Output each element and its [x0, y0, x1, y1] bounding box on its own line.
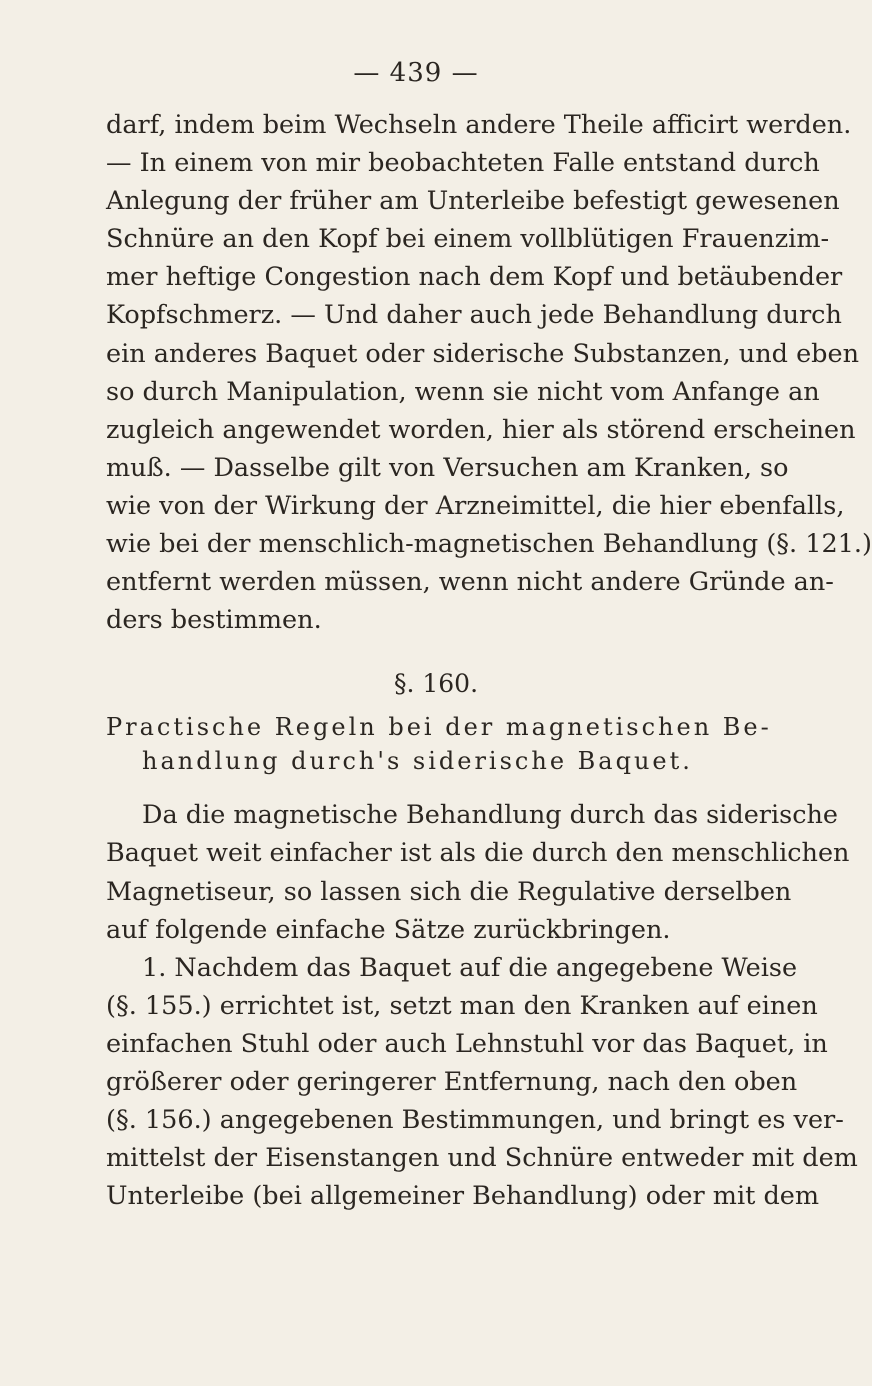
section-number: §. 160. — [393, 669, 479, 699]
text-line: (§. 156.) angegebenen Bestimmungen, und bringt es ver- — [106, 1105, 844, 1136]
text-line: wie bei der menschlich-magnetischen Behandlung (§. 121.) — [106, 529, 872, 560]
section-heading-line-1: Practische Regeln bei der magnetischen Be- — [106, 713, 772, 742]
text-line: entfernt werden müssen, wenn nicht andere Gründe an- — [106, 567, 834, 598]
text-line: mer heftige Congestion nach dem Kopf und betäubender — [106, 262, 843, 293]
text-line: ein anderes Baquet oder siderische Substanzen, und eben — [106, 338, 860, 369]
text-line: auf folgende einfache Sätze zurückbringen. — [106, 914, 671, 945]
text-line: muß. — Dasselbe gilt von Versuchen am Kranken, so — [106, 452, 789, 483]
text-line: größerer oder geringerer Entfernung, nach den oben — [106, 1066, 798, 1097]
text-line: — In einem von mir beobachteten Falle entstand durch — [106, 148, 820, 179]
text-line: Anlegung der früher am Unterleibe befestigt gewesenen — [106, 186, 840, 217]
text-line: einfachen Stuhl oder auch Lehnstuhl vor das Baquet, in — [106, 1028, 828, 1059]
paragraph-1 — [106, 106, 872, 639]
paragraph-3 — [106, 949, 858, 1216]
text-line: ders bestimmen. — [106, 605, 322, 636]
text-line: Magnetiseur, so lassen sich die Regulative derselben — [106, 876, 792, 907]
text-line: (§. 155.) errichtet ist, setzt man den Kranken auf einen — [106, 990, 818, 1021]
text-line: 1. Nachdem das Baquet auf die angegebene Weise — [142, 952, 798, 983]
text-line: wie von der Wirkung der Arzneimittel, die hier ebenfalls, — [106, 490, 845, 521]
text-line: Kopfschmerz. — Und daher auch jede Behandlung durch — [106, 300, 842, 331]
text-line: so durch Manipulation, wenn sie nicht vom Anfange an — [106, 376, 820, 407]
text-line: mittelst der Eisenstangen und Schnüre entweder mit dem — [106, 1143, 858, 1174]
text-line: Unterleibe (bei allgemeiner Behandlung) oder mit dem — [106, 1181, 820, 1212]
text-line: Da die magnetische Behandlung durch das siderische — [142, 800, 839, 831]
section-heading-line-2: handlung durch's siderische Baquet. — [142, 747, 693, 776]
text-line: Schnüre an den Kopf bei einem vollblütigen Frauenzim- — [106, 224, 830, 255]
page-number: — 439 — — [353, 58, 479, 88]
text-line: darf, indem beim Wechseln andere Theile afficirt werden. — [106, 110, 852, 140]
paragraph-2 — [106, 796, 850, 948]
text-line: zugleich angewendet worden, hier als störend erscheinen — [106, 414, 856, 445]
text-line: Baquet weit einfacher ist als die durch den menschlichen — [106, 838, 850, 869]
